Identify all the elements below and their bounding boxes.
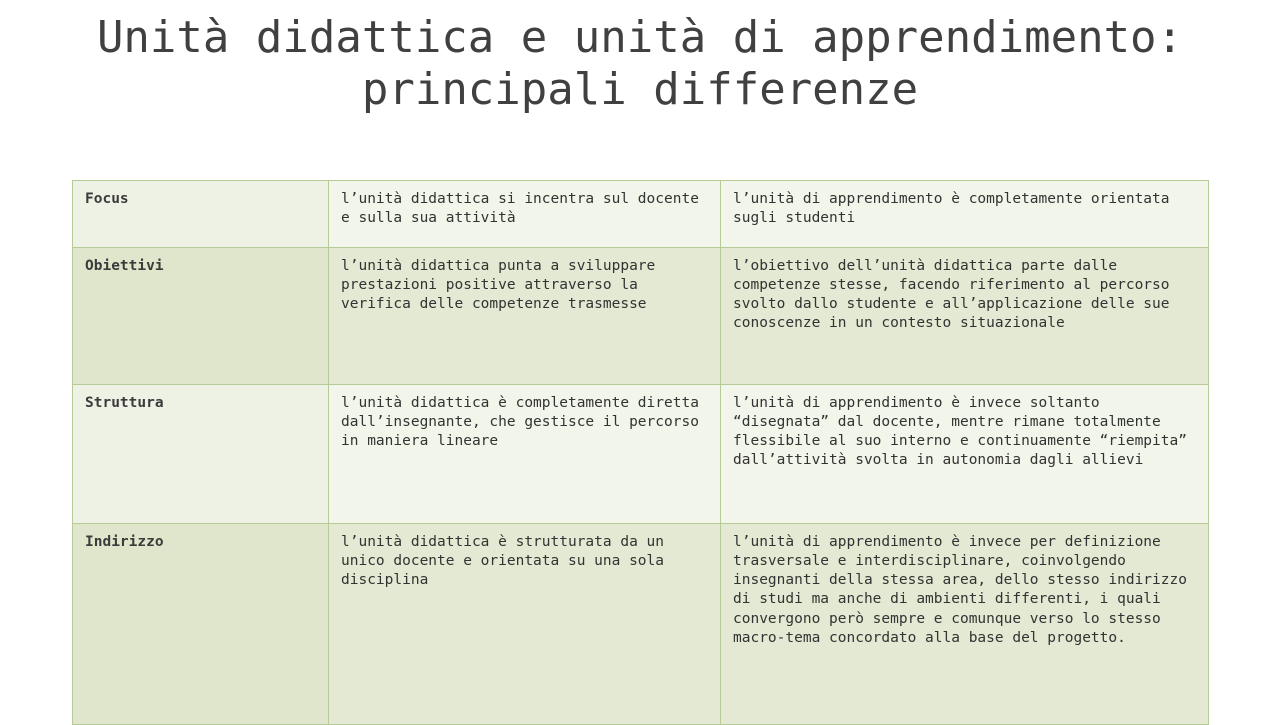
row-label-obiettivi: Obiettivi <box>73 248 329 385</box>
table-row <box>73 524 1209 725</box>
row-obiettivi-didattica: l’unità didattica punta a sviluppare prestazioni positive attraverso la verifica delle competenze trasmesse <box>329 248 721 385</box>
row-struttura-didattica: l’unità didattica è completamente diretta dall’insegnante, che gestisce il percorso in maniera lineare <box>329 385 721 524</box>
row-struttura-apprendimento: l’unità di apprendimento è invece soltanto “disegnata” dal docente, mentre rimane totalmente flessibile al suo interno e continuamente “riempita” dall’attività svolta in autonomia dagli allievi <box>721 385 1209 524</box>
page-title: Unità didattica e unità di apprendimento: principali differenze <box>96 12 1184 115</box>
row-focus-apprendimento: l’unità di apprendimento è completamente orientata sugli studenti <box>721 181 1209 248</box>
table-row <box>73 248 1209 385</box>
comparison-table-container <box>72 180 1208 725</box>
table-row <box>73 385 1209 524</box>
table-row <box>73 181 1209 248</box>
row-indirizzo-didattica: l’unità didattica è strutturata da un unico docente e orientata su una sola disciplina <box>329 524 721 725</box>
comparison-table <box>72 180 1209 725</box>
row-label-indirizzo: Indirizzo <box>73 524 329 725</box>
row-label-focus: Focus <box>73 181 329 248</box>
row-obiettivi-apprendimento: l’obiettivo dell’unità didattica parte dalle competenze stesse, facendo riferimento al percorso svolto dallo studente e all’applicazione delle sue conoscenze in un contesto situazionale <box>721 248 1209 385</box>
row-indirizzo-apprendimento: l’unità di apprendimento è invece per definizione trasversale e interdisciplinare, coinvolgendo insegnanti della stessa area, dello stesso indirizzo di studi ma anche di ambienti differenti, i quali convergono però sempre e comunque verso lo stesso macro-tema concordato alla base del progetto. <box>721 524 1209 725</box>
row-label-struttura: Struttura <box>73 385 329 524</box>
row-focus-didattica: l’unità didattica si incentra sul docente e sulla sua attività <box>329 181 721 248</box>
